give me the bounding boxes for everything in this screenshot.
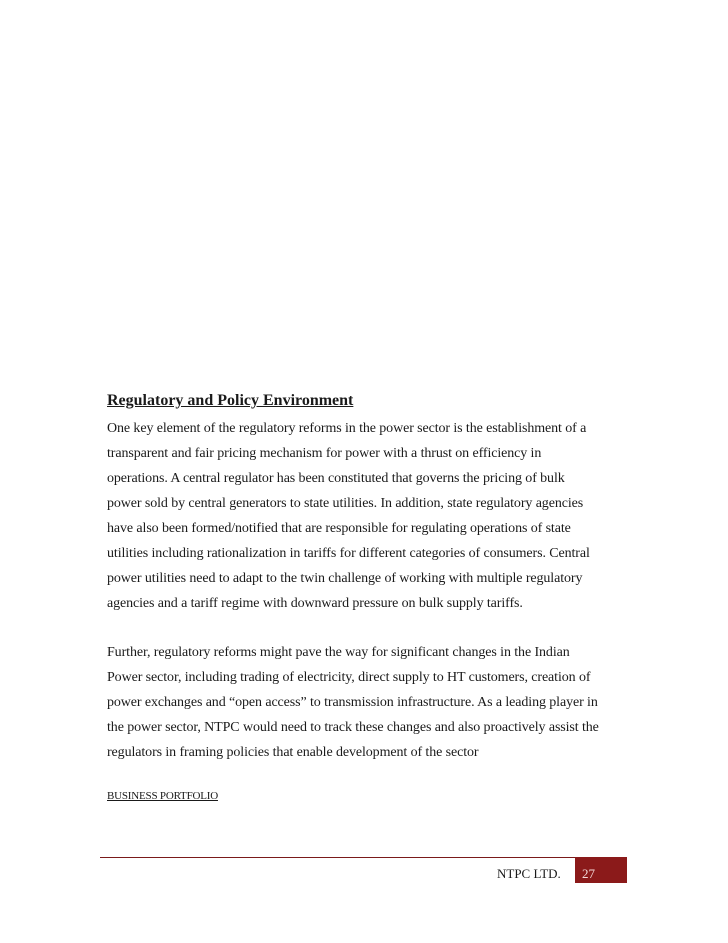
footer-divider xyxy=(100,857,577,858)
paragraph-further-reforms xyxy=(107,640,627,765)
business-portfolio-heading: BUSINESS PORTFOLIO xyxy=(107,790,218,802)
paragraph-line: power utilities need to adapt to the twin challenge of working with multiple regulatory xyxy=(107,571,583,586)
paragraph-line: Power sector, including trading of electricity, direct supply to HT customers, creation of xyxy=(107,670,591,685)
paragraph-line: transparent and fair pricing mechanism for power with a thrust on efficiency in xyxy=(107,446,542,461)
paragraph-line: have also been formed/notified that are responsible for regulating operations of state xyxy=(107,521,571,536)
paragraph-line: One key element of the regulatory reforms in the power sector is the establishment of a xyxy=(107,421,587,436)
paragraph-line: regulators in framing policies that enable development of the sector xyxy=(107,745,479,760)
paragraph-line: operations. A central regulator has been constituted that governs the pricing of bulk xyxy=(107,471,565,486)
footer-company-name: NTPC LTD. xyxy=(497,866,561,881)
footer-page-number: 27 xyxy=(575,857,627,883)
paragraph-line: power sold by central generators to state utilities. In addition, state regulatory agencies xyxy=(107,496,584,511)
page-content xyxy=(107,390,627,803)
paragraph-regulatory-reforms xyxy=(107,416,627,616)
paragraph-line: power exchanges and “open access” to transmission infrastructure. As a leading player in xyxy=(107,695,598,710)
paragraph-line: the power sector, NTPC would need to track these changes and also proactively assist the xyxy=(107,720,599,735)
paragraph-line: agencies and a tariff regime with downward pressure on bulk supply tariffs. xyxy=(107,596,523,611)
section-title: Regulatory and Policy Environment xyxy=(107,392,354,409)
paragraph-line: utilities including rationalization in tariffs for different categories of consumers. Central xyxy=(107,546,590,561)
paragraph-line: Further, regulatory reforms might pave the way for significant changes in the Indian xyxy=(107,645,570,660)
